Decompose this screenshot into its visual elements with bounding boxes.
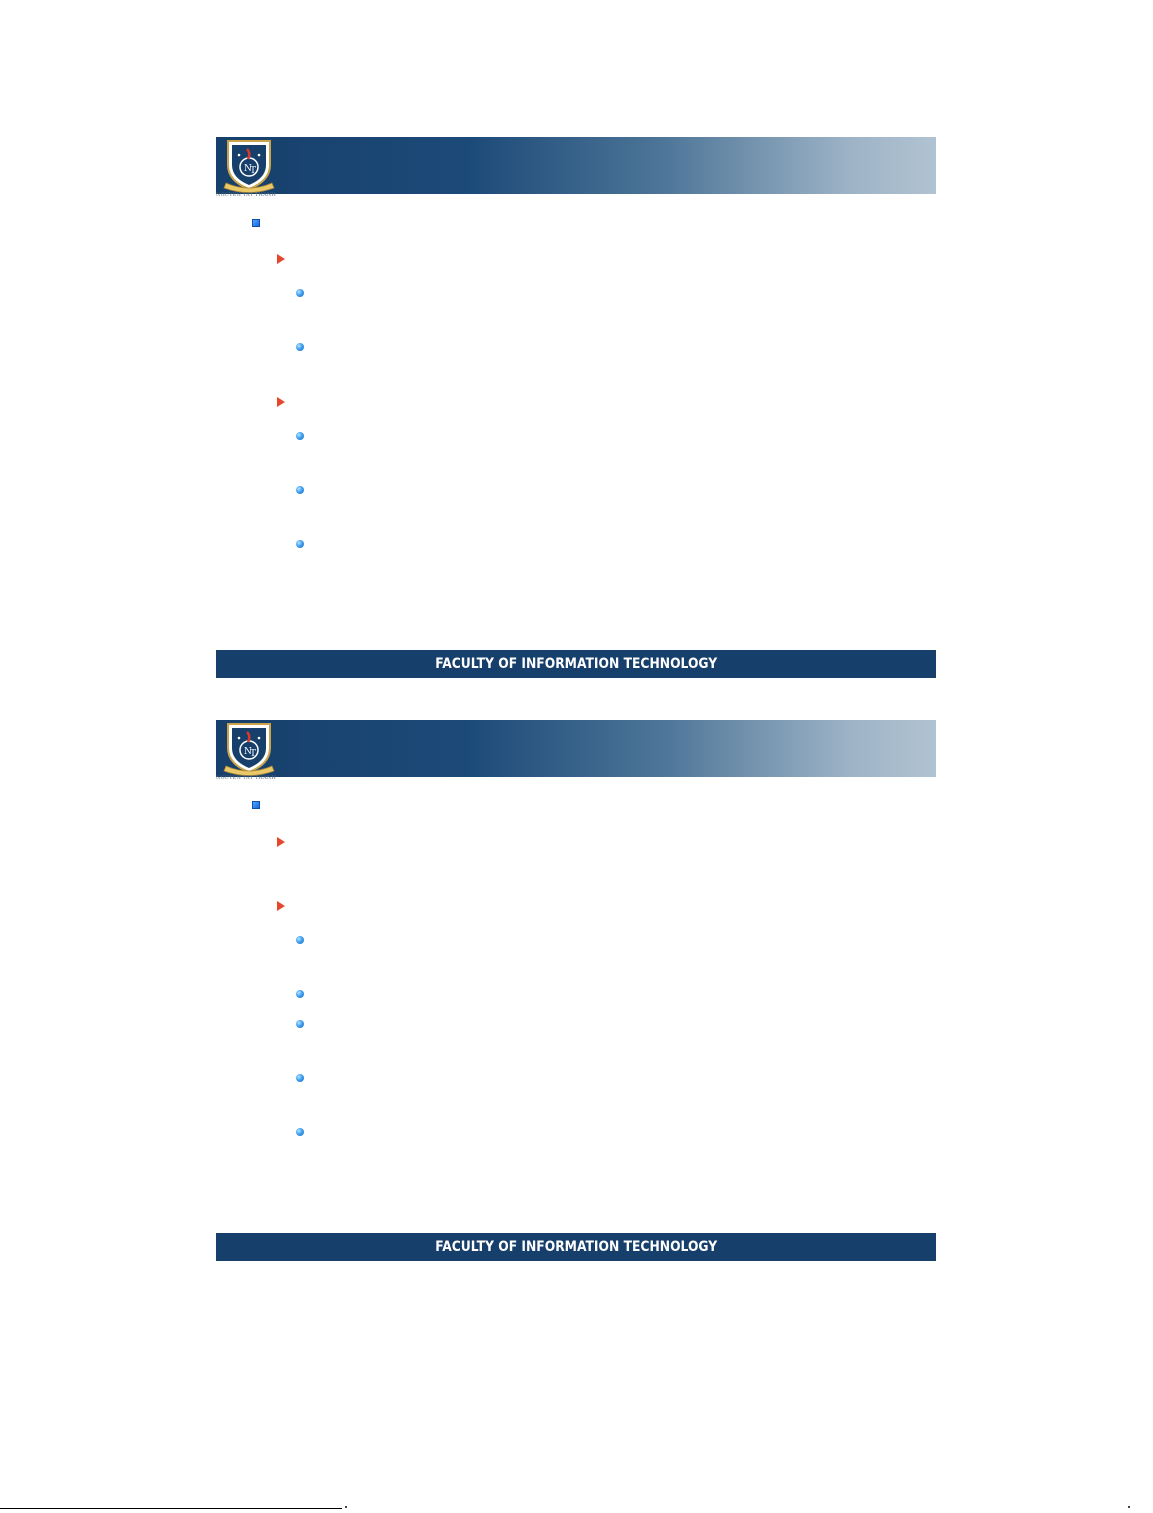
svg-text:N: N	[244, 747, 252, 757]
slide-2	[216, 720, 936, 1261]
arrow-bullet-icon	[277, 254, 285, 264]
footer-text: FACULTY OF INFORMATION TECHNOLOGY	[435, 656, 717, 672]
dot-bullet-icon	[296, 432, 304, 440]
slide-footer	[216, 650, 936, 678]
dot-bullet-icon	[296, 289, 304, 297]
logo-caption: NGUYEN TAT THANH	[216, 192, 277, 198]
svg-text:N: N	[244, 164, 252, 174]
arrow-bullet-icon	[277, 901, 285, 911]
university-logo	[220, 720, 282, 780]
dot-bullet-icon	[296, 1128, 304, 1136]
svg-text:T: T	[250, 749, 257, 759]
university-logo	[220, 137, 282, 197]
dot-bullet-icon	[296, 1074, 304, 1082]
dot-bullet-icon	[296, 1020, 304, 1028]
dot-bullet-icon	[296, 540, 304, 548]
page-mark	[1128, 1506, 1130, 1508]
footnote-separator	[0, 1508, 342, 1509]
square-bullet-icon	[252, 801, 260, 809]
slide-footer	[216, 1233, 936, 1261]
slide-header	[216, 137, 936, 194]
dot-bullet-icon	[296, 486, 304, 494]
logo-caption: NGUYEN TAT THANH	[216, 775, 277, 781]
dot-bullet-icon	[296, 990, 304, 998]
slide-header	[216, 720, 936, 777]
dot-bullet-icon	[296, 343, 304, 351]
arrow-bullet-icon	[277, 397, 285, 407]
svg-text:T: T	[250, 166, 257, 176]
page-mark	[345, 1506, 347, 1508]
slide-1	[216, 137, 936, 678]
dot-bullet-icon	[296, 936, 304, 944]
footer-text: FACULTY OF INFORMATION TECHNOLOGY	[435, 1239, 717, 1255]
square-bullet-icon	[252, 219, 260, 227]
arrow-bullet-icon	[277, 837, 285, 847]
